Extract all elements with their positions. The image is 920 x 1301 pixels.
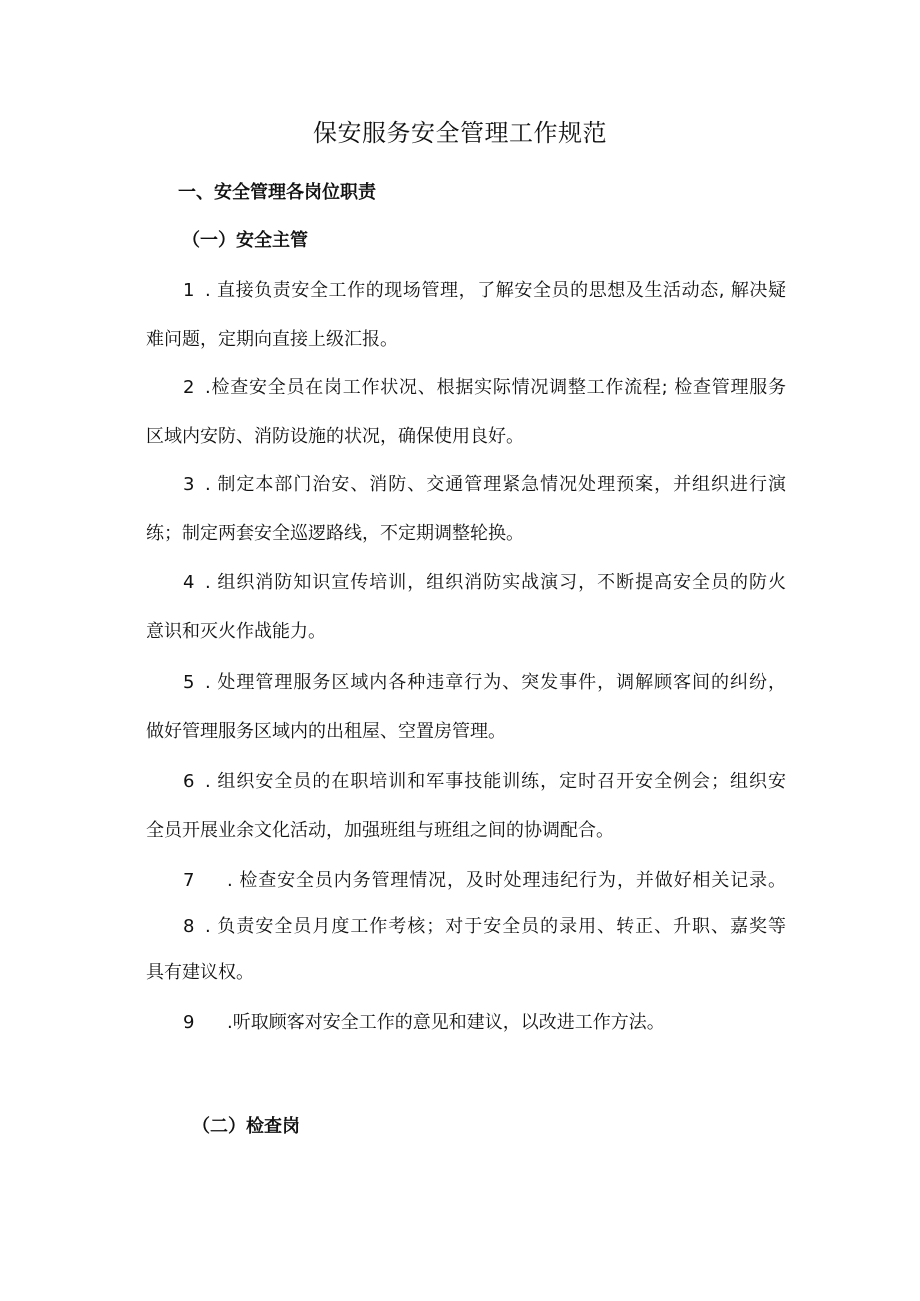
document-title: 保安服务安全管理工作规范 — [313, 119, 607, 147]
list-item — [146, 373, 786, 471]
list-item — [146, 767, 786, 865]
item-text-line2: 具有建议权。 — [146, 962, 254, 983]
item-text-line2: 练；制定两套安全巡逻路线，不定期调整轮换。 — [146, 523, 524, 544]
item-text-line1: . 直接负责安全工作的现场管理，了解安全员的思想及生活动态, 解决疑 — [205, 280, 786, 301]
item-number: 3 — [183, 474, 195, 495]
item-text-line1: .听取顾客对安全工作的意见和建议，以改进工作方法。 — [227, 1012, 665, 1033]
item-number: 7 — [183, 870, 195, 891]
list-item — [146, 912, 786, 1007]
item-text-line2: 全员开展业余文化活动，加强班组与班组之间的协调配合。 — [146, 820, 614, 841]
list-item — [146, 1008, 786, 1057]
subsection-heading: （二）检查岗 — [192, 1116, 300, 1137]
item-text-line2: 意识和灭火作战能力。 — [146, 621, 326, 642]
subsection-heading: （一）安全主管 — [182, 230, 308, 251]
list-item — [146, 668, 786, 766]
item-text-line1: . 制定本部门治安、消防、交通管理紧急情况处理预案，并组织进行演 — [205, 474, 786, 495]
item-number: 5 — [183, 672, 195, 693]
item-text-line1: . 组织消防知识宣传培训，组织消防实战演习，不断提高安全员的防火 — [205, 572, 786, 593]
item-text-line1: . 组织安全员的在职培训和军事技能训练，定时召开安全例会；组织安 — [205, 771, 786, 792]
list-item — [146, 470, 786, 568]
list-item — [146, 568, 786, 666]
section-heading: 一、安全管理各岗位职责 — [178, 182, 376, 203]
list-item — [146, 866, 786, 915]
item-number: 1 — [183, 280, 195, 301]
item-number: 4 — [183, 572, 195, 593]
item-number: 6 — [183, 771, 195, 792]
item-text-line1: . 负责安全员月度工作考核；对于安全员的录用、转正、升职、嘉奖等 — [205, 916, 786, 937]
item-text-line2: 难问题，定期向直接上级汇报。 — [146, 329, 398, 350]
list-item — [146, 276, 786, 374]
item-text-line2: 做好管理服务区域内的出租屋、空置房管理。 — [146, 721, 506, 742]
item-text-line1: .检查安全员在岗工作状况、根据实际情况调整工作流程; 检查管理服务 — [205, 377, 786, 398]
item-number: 2 — [183, 377, 195, 398]
item-text-line1: . 处理管理服务区域内各种违章行为、突发事件，调解顾客间的纠纷， — [205, 672, 786, 693]
item-text-line1: . 检查安全员内务管理情况，及时处理违纪行为，并做好相关记录。 — [227, 870, 786, 891]
item-number: 8 — [183, 916, 195, 937]
item-text-line2: 区域内安防、消防设施的状况，确保使用良好。 — [146, 426, 524, 447]
item-number: 9 — [183, 1012, 195, 1033]
